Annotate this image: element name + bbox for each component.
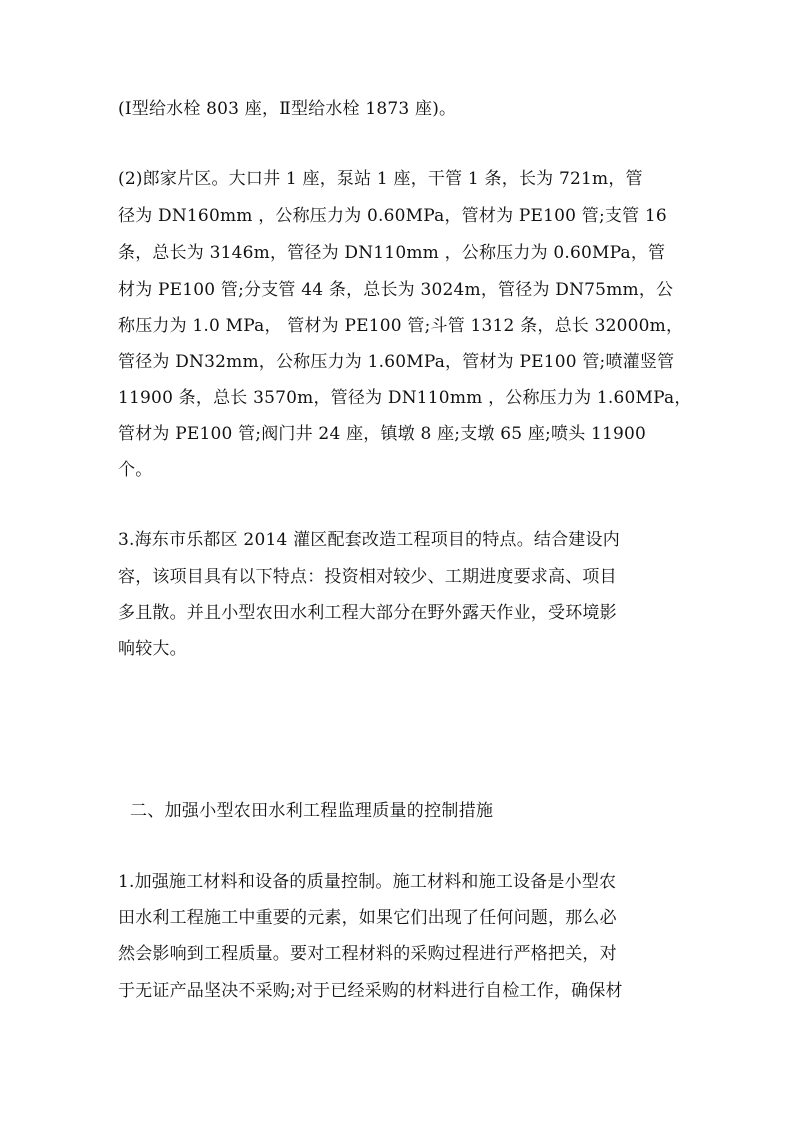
text-line: 响较大。 [118,639,187,659]
text-line: 3.海东市乐都区 2014 灌区配套改造工程项目的特点。结合建设内 [118,530,620,550]
text-line: 材为 PE100 管;分支管 44 条，总长为 3024m，管径为 DN75mm，公 [118,280,674,300]
text-line: (2)郎家片区。大口井 1 座，泵站 1 座，干管 1 条，长为 721m，管 [118,169,643,189]
text-line: 管径为 DN32mm，公称压力为 1.60MPa，管材为 PE100 管;喷灌竖管 [118,352,675,372]
text-line: 条，总长为 3146m，管径为 DN110mm ，公称压力为 0.60MPa，管 [118,243,666,263]
text-line: 管材为 PE100 管;阀门井 24 座，镇墩 8 座;支墩 65 座;喷头 11900 [118,424,647,444]
text-line: 容，该项目具有以下特点：投资相对较少、工期进度要求高、项目 [118,567,617,587]
text-line: 径为 DN160mm ，公称压力为 0.60MPa，管材为 PE100 管;支管 16 [118,206,667,226]
section-heading: 二、加强小型农田水利工程监理质量的控制措施 [130,801,494,821]
text-line: 11900 条，总长 3570m，管径为 DN110mm ，公称压力为 1.60MPa， [118,388,692,408]
text-line: 田水利工程施工中重要的元素，如果它们出现了任何问题，那么必 [118,908,617,928]
text-line: 多且散。并且小型农田水利工程大部分在野外露天作业，受环境影 [118,603,617,623]
text-line: 称压力为 1.0 MPa， 管材为 PE100 管;斗管 1312 条，总长 32000m， [118,316,684,336]
text-line: 于无证产品坚决不采购;对于已经采购的材料进行自检工作，确保材 [118,981,623,1001]
text-line: (Ⅰ型给水栓 803 座，Ⅱ型给水栓 1873 座)。 [118,99,457,119]
text-line: 然会影响到工程质量。要对工程材料的采购过程进行严格把关，对 [118,944,617,964]
text-line: 1.加强施工材料和设备的质量控制。施工材料和施工设备是小型农 [118,872,617,892]
text-line: 个。 [118,460,153,480]
